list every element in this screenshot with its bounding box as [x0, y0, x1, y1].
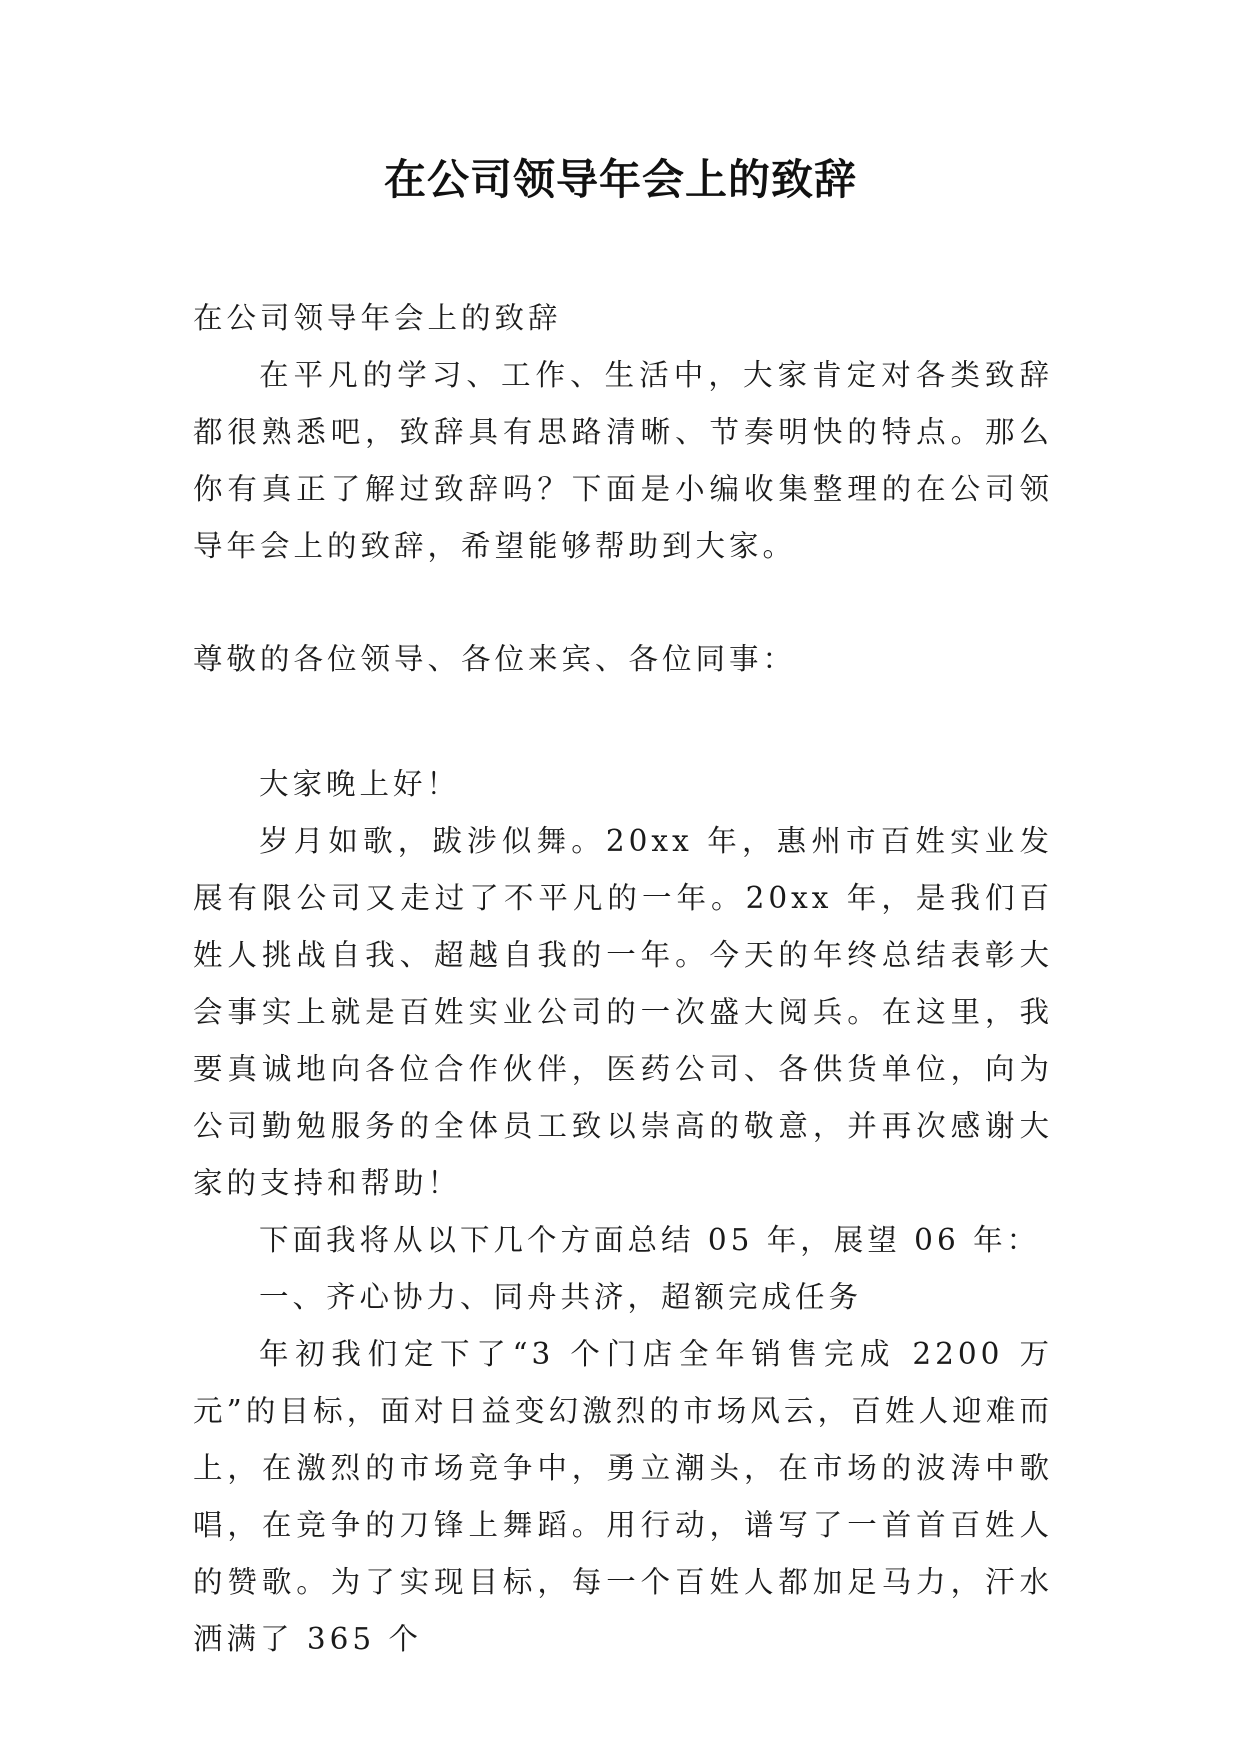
salutation: 尊敬的各位领导、各位来宾、各位同事：: [193, 642, 797, 676]
document-body: [193, 290, 1053, 1668]
greeting: 大家晚上好！: [259, 767, 461, 801]
body-paragraph: 年初我们定下了“3 个门店全年销售完成 2200 万元”的目标，面对日益变幻激烈的市场风云，百姓人迎难而上，在激烈的市场竞争中，勇立潮头，在市场的波涛中歌唱，在竞争的刀锋上舞蹈。用行动，谱写了一首首百姓人的赞歌。为了实现目标，每一个百姓人都加足马力，汗水洒满了 365 个: [193, 1337, 1053, 1656]
subheading: 在公司领导年会上的致辞: [193, 301, 562, 335]
body-paragraph: 岁月如歌，跋涉似舞。20xx 年，惠州市百姓实业发展有限公司又走过了不平凡的一年。20xx 年，是我们百姓人挑战自我、超越自我的一年。今天的年终总结表彰大会事实上就是百姓实业公司的一次盛大阅兵。在这里，我要真诚地向各位合作伙伴，医药公司、各供货单位，向为公司勤勉服务的全体员工致以崇高的敬意，并再次感谢大家的支持和帮助！: [193, 824, 1053, 1200]
document-title: 在公司领导年会上的致辞: [383, 155, 857, 204]
section-heading: 一、齐心协力、同舟共济，超额完成任务: [259, 1280, 863, 1314]
intro-paragraph: 在平凡的学习、工作、生活中，大家肯定对各类致辞都很熟悉吧，致辞具有思路清晰、节奏明快的特点。那么你有真正了解过致辞吗？下面是小编收集整理的在公司领导年会上的致辞，希望能够帮助到大家。: [193, 358, 1053, 563]
body-paragraph: 下面我将从以下几个方面总结 05 年，展望 06 年：: [259, 1223, 1041, 1257]
